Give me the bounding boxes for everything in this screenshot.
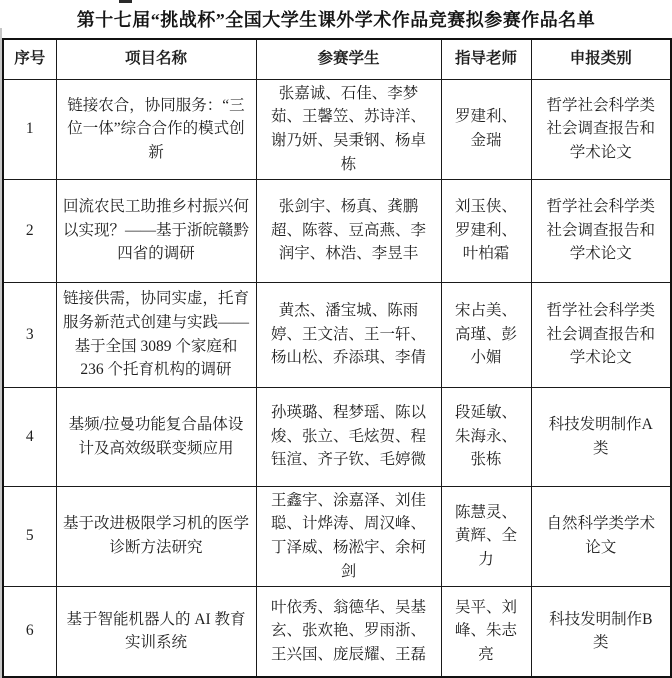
row-number-cell: 5 [3,486,56,586]
col-header-students: 参赛学生 [256,39,441,79]
row-number-cell: 3 [3,282,56,387]
page-title: 第十七届“挑战杯”全国大学生课外学术作品竞赛拟参赛作品名单 [76,10,596,30]
project-name-cell: 基于改进极限学习机的医学诊断方法研究 [56,486,256,586]
teachers-cell: 段延敏、朱海永、张栋 [441,387,531,486]
category-cell: 哲学社会科学类社会调查报告和学术论文 [531,179,671,282]
project-name-cell: 链接农合，协同服务：“三位一体”综合合作的模式创新 [56,79,256,179]
works-table [2,38,672,678]
col-header-teachers: 指导老师 [441,39,531,79]
students-cell: 黄杰、潘宝城、陈雨婷、王文洁、王一轩、杨山松、乔添琪、李倩 [256,282,441,387]
project-name-cell: 基于智能机器人的 AI 教育实训系统 [56,586,256,677]
category-cell: 科技发明制作B类 [531,586,671,677]
teachers-cell: 吴平、刘峰、朱志亮 [441,586,531,677]
students-cell: 张剑宇、杨真、龚鹏超、陈蓉、豆高燕、李润宇、林浩、李昱丰 [256,179,441,282]
row-number-cell: 2 [3,179,56,282]
scan-artifact-mark [119,0,132,3]
project-name-cell: 链接供需，协同实虚，托育服务新范式创建与实践——基于全国 3089 个家庭和 236 个托育机构的调研 [56,282,256,387]
category-cell: 科技发明制作A类 [531,387,671,486]
table-row [3,486,671,586]
table-row [3,387,671,486]
col-header-no: 序号 [3,39,56,79]
table-row [3,586,671,677]
table-header-row [3,39,671,79]
teachers-cell: 宋占美、高瑾、彭小媚 [441,282,531,387]
col-header-category: 申报类别 [531,39,671,79]
students-cell: 王鑫宇、涂嘉泽、刘佳聪、计烨涛、周汉峰、丁泽威、杨淞宇、余柯剑 [256,486,441,586]
table-row [3,282,671,387]
teachers-cell: 陈慧灵、黄辉、全力 [441,486,531,586]
project-name-cell: 基频/拉曼功能复合晶体设计及高效级联变频应用 [56,387,256,486]
row-number-cell: 6 [3,586,56,677]
table-row [3,179,671,282]
students-cell: 叶依秀、翁德华、吴基玄、张欢艳、罗雨浙、王兴国、庞辰耀、王磊 [256,586,441,677]
students-cell: 张嘉诚、石佳、李梦茹、王馨笠、苏诗洋、谢乃妍、吴秉钢、杨卓栋 [256,79,441,179]
row-number-cell: 1 [3,79,56,179]
table-row [3,79,671,179]
category-cell: 自然科学类学术论文 [531,486,671,586]
teachers-cell: 刘玉侠、罗建利、叶柏霜 [441,179,531,282]
col-header-project: 项目名称 [56,39,256,79]
project-name-cell: 回流农民工助推乡村振兴何以实现？——基于浙皖赣黔四省的调研 [56,179,256,282]
category-cell: 哲学社会科学类社会调查报告和学术论文 [531,79,671,179]
students-cell: 孙瑛璐、程梦瑶、陈以焌、张立、毛炫贺、程钰渲、齐子钦、毛婷微 [256,387,441,486]
teachers-cell: 罗建利、金瑞 [441,79,531,179]
row-number-cell: 4 [3,387,56,486]
category-cell: 哲学社会科学类社会调查报告和学术论文 [531,282,671,387]
